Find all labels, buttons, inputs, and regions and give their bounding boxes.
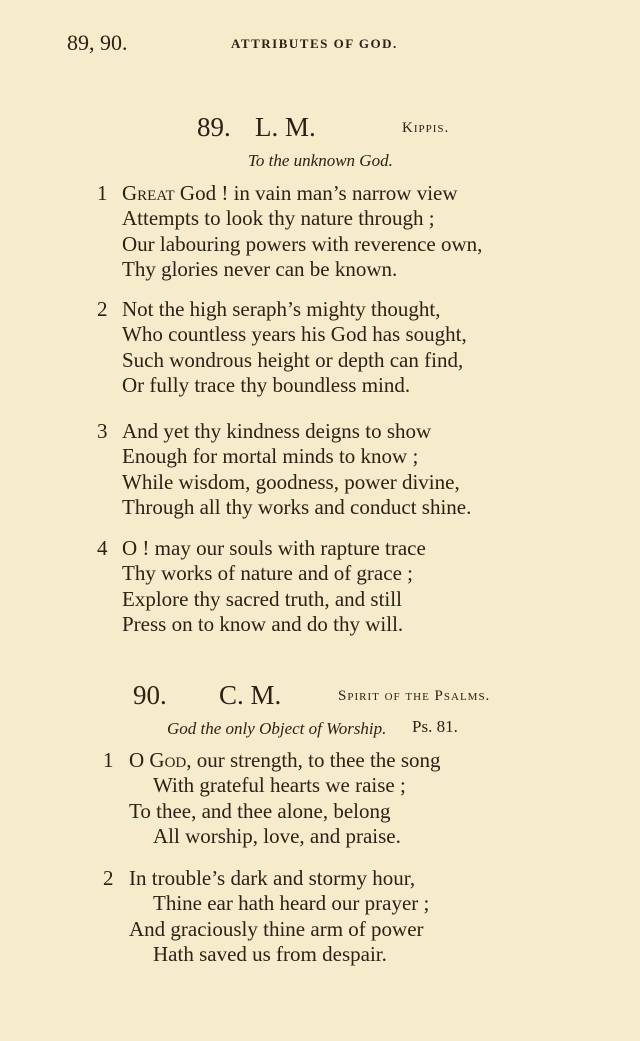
page-numbers: 89, 90. [67, 30, 128, 55]
verse-line-text: Our labouring powers with reverence own, [122, 231, 483, 256]
verse-line [122, 470, 460, 495]
verse-line [129, 799, 391, 824]
hymn-number: 89. [197, 112, 231, 142]
verse-line-text: Press on to know and do thy will. [122, 611, 404, 636]
verse-line-text: Through all thy works and conduct shine. [122, 494, 472, 519]
verse-line-text: To thee, and thee alone, belong [129, 798, 391, 823]
verse-line [129, 917, 424, 942]
hymn-author: Spirit of the Psalms. [338, 688, 491, 704]
verse-line-text: Thy works of nature and of grace ; [122, 561, 413, 586]
verse-line-text: And yet thy kindness deigns to show [122, 419, 432, 443]
verse-line [153, 942, 387, 967]
running-title: ATTRIBUTES OF GOD. [231, 36, 398, 51]
hymn-meter: C. M. [219, 680, 282, 710]
verse-line [122, 587, 402, 612]
verse-line-text: Thine ear hath heard our prayer ; [153, 891, 430, 916]
verse-line-text: Enough for mortal minds to know ; [122, 444, 419, 469]
verse-line [122, 419, 431, 444]
stanza-number: 2 [103, 866, 114, 890]
verse-lead-word: Great [122, 181, 175, 205]
scripture-reference: Ps. 81. [412, 717, 458, 736]
verse-line-text: Not the high seraph’s mighty thought, [122, 297, 441, 321]
verse-line-text: Or fully trace thy boundless mind. [122, 372, 411, 397]
verse-line [122, 232, 482, 257]
verse-line-text: While wisdom, goodness, power divine, [122, 469, 460, 494]
hymn-number: 90. [133, 680, 167, 710]
stanza-number: 3 [97, 419, 108, 443]
verse-line [129, 748, 441, 773]
stanza-number: 4 [97, 536, 108, 560]
verse-line-text: Attempts to look thy nature through ; [122, 206, 435, 231]
verse-line [122, 536, 426, 561]
verse-line-text: In trouble’s dark and stormy hour, [129, 866, 416, 890]
stanza-number: 1 [103, 748, 114, 772]
verse-line-text: All worship, love, and praise. [153, 823, 401, 848]
verse-line-text: O ! may our souls with rapture trace [122, 536, 426, 560]
verse-line-text: Thy glories never can be known. [122, 256, 398, 281]
verse-line-text: And graciously thine arm of power [129, 916, 424, 941]
verse-line [122, 348, 463, 373]
verse-line-text: , our strength, to thee the song [186, 748, 441, 772]
verse-line [122, 373, 410, 398]
stanza-number: 1 [97, 181, 108, 205]
verse-line [122, 206, 435, 231]
verse-line [129, 866, 415, 891]
verse-line-text: With grateful hearts we raise ; [153, 773, 406, 798]
verse-line-text: Hath saved us from despair. [153, 941, 387, 966]
hymn-meter: L. M. [255, 112, 316, 142]
verse-lead-word: O God [129, 748, 187, 772]
verse-line [153, 773, 406, 798]
verse-line [122, 322, 467, 347]
verse-line [122, 561, 413, 586]
verse-line [122, 257, 397, 282]
verse-line [153, 891, 429, 916]
hymn-author: Kippis. [402, 120, 450, 136]
verse-line-text: Who countless years his God has sought, [122, 322, 467, 347]
verse-line [122, 181, 458, 206]
verse-line-text: God ! in vain man’s narrow view [174, 181, 458, 205]
stanza-number: 2 [97, 297, 108, 321]
verse-line-text: Explore thy sacred truth, and still [122, 586, 402, 611]
verse-line [122, 297, 440, 322]
verse-line [122, 612, 403, 637]
verse-line-text: Such wondrous height or depth can find, [122, 347, 464, 372]
hymn-subtitle: God the only Object of Worship. [167, 719, 387, 738]
verse-line [153, 824, 401, 849]
verse-line [122, 444, 418, 469]
hymn-subtitle: To the unknown God. [248, 151, 393, 170]
verse-line [122, 495, 471, 520]
